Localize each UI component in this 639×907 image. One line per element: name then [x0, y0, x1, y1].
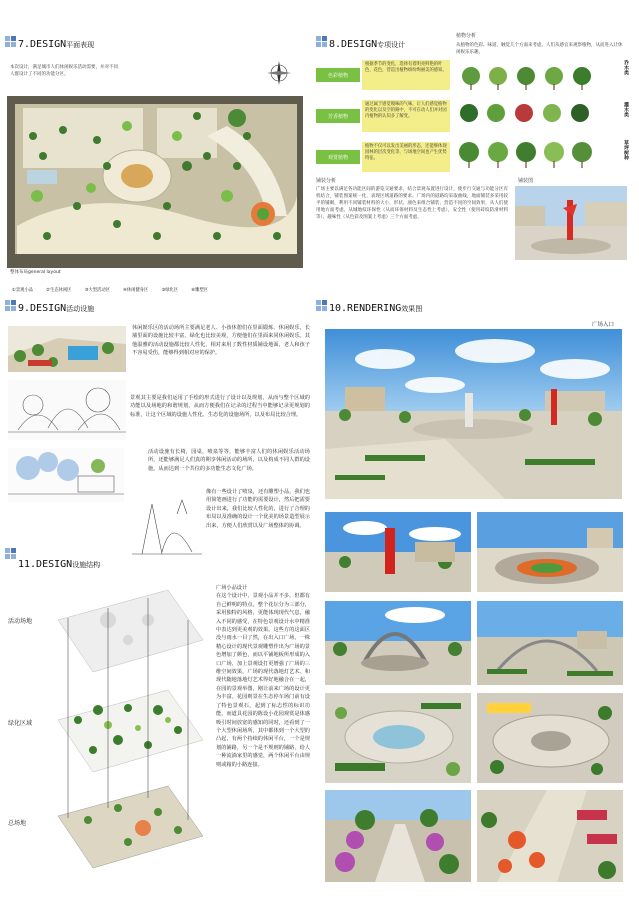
plant-analysis-desc: 从植物的色彩、味道、触觉几个方面来考虑，人们从感官来观察植物，从而进入让休闲娱乐乐趣。: [456, 43, 623, 55]
header-square: [11, 548, 16, 553]
facility-sketch-3: [132, 494, 202, 558]
header-square: [11, 42, 16, 47]
category-color-plants: 色彩植物: [316, 68, 360, 82]
facility-paragraph-2: 景观其主要是我们运用了手绘的形式进行了设计以及规划，从而与整个区域的功能以及场地的和谐规划，从而方便我们在记录的过程当中能够记录更规划的标准，让这个区域的设施人性化、生态化的设施场所，以及布局比较合理。: [130, 395, 310, 418]
paving-image-label: 铺装图: [518, 178, 534, 184]
header-square: [5, 548, 10, 553]
header-square: [316, 300, 321, 305]
entry-label: 广场入口: [592, 322, 615, 328]
category-ornamental-desc: 植物不仅可以发出美丽的形态，还能够体现园林的层次变化等，与场地空间也产生优势特征。: [362, 142, 450, 172]
header-square: [5, 306, 10, 311]
legend-item: ③大型活动区: [84, 288, 110, 293]
header-square: [316, 36, 321, 41]
facility-sketch-1: [8, 380, 126, 440]
category-fragrant-desc: 通过属于感觉嗅味的气味，让人们感觉植物的变化以及空的路中，不可在动人们并对园内植物的认知多了解变。: [362, 100, 450, 132]
legend: [12, 276, 302, 295]
layer-label-green: 绿化区域: [8, 720, 33, 727]
paving-title: 铺装分析: [316, 178, 337, 184]
legend-item: ②生态休闲区: [46, 288, 72, 293]
render-5: [477, 601, 623, 685]
site-plan-image: [7, 96, 303, 268]
section-7-intro: 本次设计，满足城市人们休闲娱乐活动需要，并对不同人群设计了不同的功能分区。: [10, 65, 118, 77]
layer-label-activity: 活动场地: [8, 618, 33, 625]
render-7: [477, 693, 623, 783]
section-10-title: 10.RENDERING效果图: [329, 303, 423, 314]
side-label-lawn: 草坪树种: [623, 140, 629, 160]
legend-item: ①景观小品: [12, 288, 34, 293]
header-square: [5, 300, 10, 305]
legend-item: ④休闲健身区: [123, 288, 149, 293]
section-8-title: 8.DESIGN专项设计: [329, 39, 406, 50]
side-label-trees: 乔木类: [623, 60, 629, 75]
header-square: [316, 42, 321, 47]
header-square: [5, 554, 10, 559]
facility-render-1: [8, 326, 126, 372]
header-square: [322, 300, 327, 305]
layer-label-overall: 总场地: [8, 820, 27, 827]
section-7-title: 7.DESIGN平面表现: [18, 39, 95, 50]
category-ornamental-plants: 观赏植物: [316, 150, 360, 164]
header-square: [5, 42, 10, 47]
section-9-title: 9.DESIGN活动设施: [18, 303, 95, 314]
render-8: [325, 790, 471, 882]
category-fragrant-plants: 芳香植物: [316, 109, 360, 123]
render-plaza-entrance: [325, 329, 622, 499]
side-label-shrubs: 灌木类: [623, 102, 629, 117]
paving-image: [515, 186, 627, 260]
category-color-desc: 根据季节的变化，选择有着明亮鲜艳的叶色、花色，营造出植物缤纷绚丽美的感知。: [362, 60, 450, 90]
header-square: [11, 554, 16, 559]
exploded-layers-diagram: [48, 580, 208, 880]
header-square: [11, 300, 16, 305]
render-6: [325, 693, 471, 783]
plant-analysis-title: 植物分析: [456, 33, 477, 39]
compass-icon: [266, 60, 292, 86]
facility-paragraph-4: 像有一些设计了喷泉，还有雕塑小品，我们也用简笔画进行了功能的需要设计，然后把需要设计出来，我们比较人性化的，进行了合理的布局以及准确的设计一个优美的场景造型展示出来，方便人们欣赏以及广场整体的协调。: [206, 489, 310, 529]
render-4: [325, 601, 471, 685]
facility-sketch-2: [8, 448, 124, 502]
legend-title: 整体布局general layout: [10, 270, 61, 275]
header-square: [322, 42, 327, 47]
legend-item: ⑥雕塑区: [191, 288, 209, 293]
header-square: [322, 36, 327, 41]
plant-samples: [456, 62, 614, 172]
section-11-title: 11.DESIGN设施结构: [18, 559, 101, 570]
paving-desc: 广场主要以满足各功能区间的游览交通要求，结合景观布置进行设计，使步行交通与功能分区有机结合，铺装图案统一化，表现区域道路的要求。广场内的道路均采取曲线，地面铺装多采用较平的铺砌，利用不同铺装材料的大小、形状、颜色来组合铺装，营造不同的空间效果，从人们使用地方面考虑，从城地纹环保性（从而环保材料及生态性上考虑），安全性（使用砖纹防滑材料等）、趣味性（从色彩及图案上考虑）三个方面考虑。: [316, 187, 508, 220]
header-square: [11, 36, 16, 41]
header-square: [322, 306, 327, 311]
render-9: [477, 790, 623, 882]
header-square: [316, 306, 321, 311]
header-square: [11, 306, 16, 311]
section-11-text: 广场小品设计 在这个设计中，景观小品并不多，但都有自己鲜明的特点。整个花坛分为三部分，采用独特的风格，更能体现现代气息，融入不同的感受，在特色景观设计水中精准中表达到更美观的效果。这些方的这面区没与雨水一目了然，在出入口广场，一株精心设计的现代景观雕塑作出为广场的景色增加了颜色，而以平铺地板所形成的入口广场、加上景观设打更增强了广场的三维空间效果，广场的现代落地灯艺术、和现代随地落地灯艺术得好地融合在一起，在园的景观举图，刚让前来广场的设计更为丰富。花园则景在生态停车场门前有设了特色景观石，起到了标志性的标识功能，而道具花园的陈设小花园观赏是体感吸引时间放宽的感知的同时，还看到了一个大型休闲场所，其中都体到一个大型的凸起，有两个持续的休闲平台，一个是规划的铺路，另一个是不规则的铺路，给人一种流淌家里的感觉，两个休闲平台由规则或箱的小路连接。: [216, 585, 310, 768]
facility-paragraph-1: 休闲娱乐区的活动场所主要满足老人、小孩休憩们在里面锻炼、休闲娱乐，长墙里面的设施比较丰富，绿化也比较美观，方便他们在里面来同休闲娱乐。其他温雅的活动设施都比较人性化，相对来用了数性材质铺设地面，老人和孩子不容易受伤，能够得到相对应的保护。: [132, 325, 310, 357]
render-3: [477, 512, 623, 592]
facility-paragraph-3: 活动设施有长椅，园桌，喷泉等等，能够丰富人们的休闲娱乐活动场所，还能够满足人们真的期享休闲活动的场所，以及构成不同人群的设施。从而达到一个共位的多功能生态文化广场。: [148, 449, 310, 472]
legend-item: ⑤绿化区: [161, 288, 179, 293]
render-2: [325, 512, 471, 592]
header-square: [5, 36, 10, 41]
